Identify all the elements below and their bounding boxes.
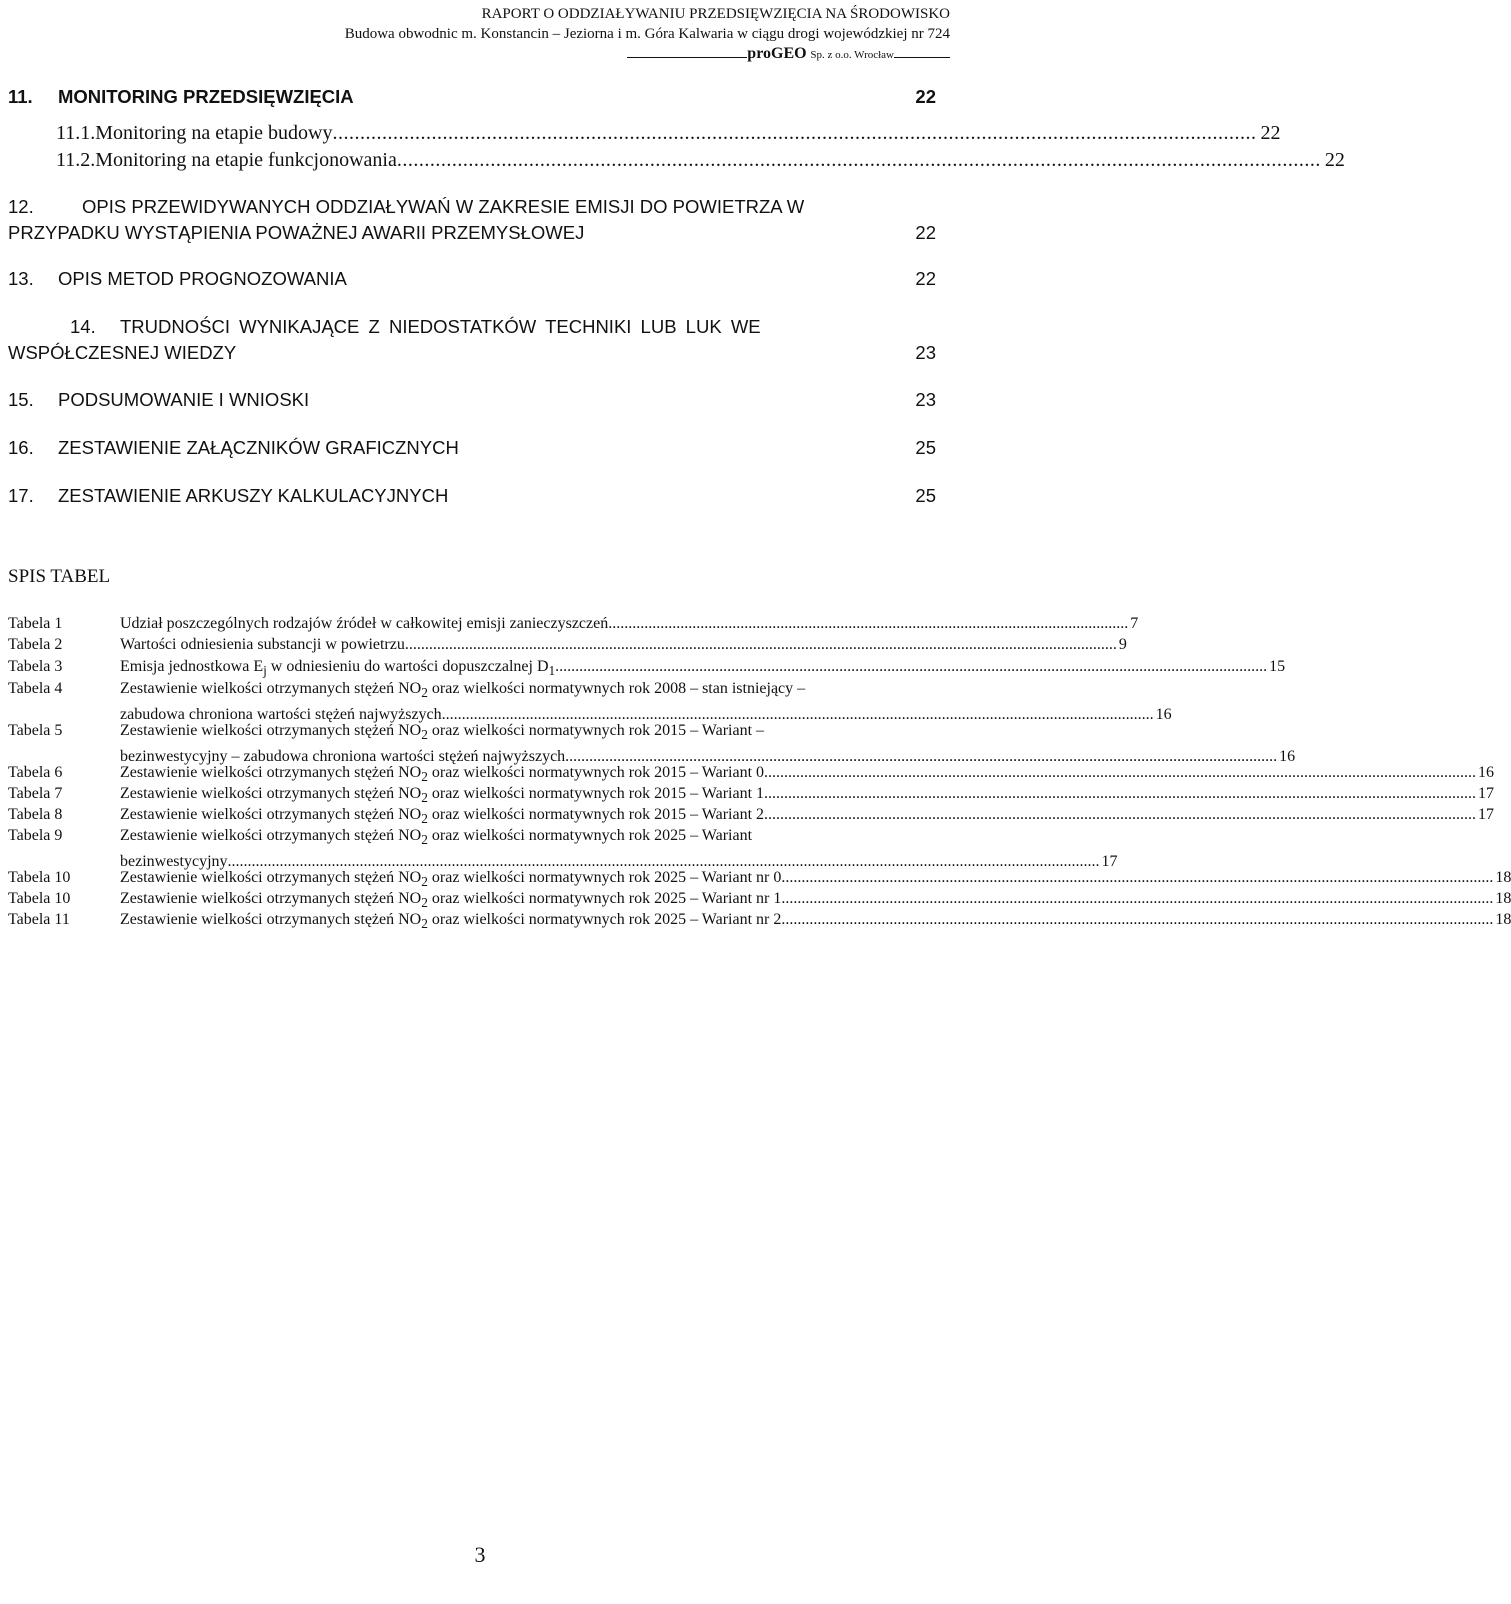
table-leader: .................................................................................................................................................................................. <box>764 806 1477 823</box>
header-company-sub: Sp. z o.o. Wrocław <box>810 49 894 61</box>
toc-page: 22 <box>915 268 936 289</box>
toc-number: 12. <box>8 196 34 217</box>
table-label: Tabela 2 <box>8 636 63 653</box>
table-label: Tabela 5 <box>8 722 63 739</box>
toc-entry-11[interactable] <box>8 86 936 108</box>
toc-title: MONITORING PRZEDSIĘWZIĘCIA <box>58 86 354 107</box>
table-caption: Zestawienie wielkości otrzymanych stężeń $NO_2$ oraz wielkości normatywnych rok 2015 – Wariant 2 <box>120 806 765 827</box>
toc-title-line-2: PRZYPADKU WYSTĄPIENIA POWAŻNEJ AWARII PRZEMYSŁOWEJ <box>8 222 585 243</box>
table-leader: .................................................................................................................................................................................. <box>764 764 1477 781</box>
table-caption: Udział poszczególnych rodzajów źródeł w całkowitej emisji zanieczyszczeń <box>120 615 609 632</box>
toc-entry-16[interactable] <box>8 437 936 459</box>
table-page: 18 <box>1495 869 1511 886</box>
toc-number: 11.2. <box>56 149 96 171</box>
table-page: 16 <box>1155 706 1172 724</box>
toc-title: ZESTAWIENIE ZAŁĄCZNIKÓW GRAFICZNYCH <box>58 437 459 458</box>
table-page: 9 <box>1118 636 1127 653</box>
table-caption: Emisja jednostkowa $E_j$ w odniesieniu do wartości dopuszczalnej $D_1$ <box>120 658 556 679</box>
table-caption: Zestawienie wielkości otrzymanych stężeń $NO_2$ oraz wielkości normatywnych rok 2015 – Wariant 1 <box>120 785 765 806</box>
toc-title-line-2: WSPÓŁCZESNEJ WIEDZY <box>8 342 237 363</box>
table-caption: Zestawienie wielkości otrzymanych stężeń $NO_2$ oraz wielkości normatywnych rok 2025 – Wariant nr 0 <box>120 869 782 890</box>
table-label: Tabela 8 <box>8 806 63 823</box>
toc-page: 25 <box>915 437 936 458</box>
table-caption: Zestawienie wielkości otrzymanych stężeń $NO_2$ oraz wielkości normatywnych rok 2025 – Wariant nr 2 <box>120 911 782 932</box>
toc-number: 15. <box>8 389 34 410</box>
header-rule-left <box>627 57 747 58</box>
table-leader: .................................................................................................................................................................................. <box>764 785 1477 802</box>
list-of-tables-heading: SPIS TABEL <box>8 566 111 587</box>
table-caption-line-1: Zestawienie wielkości otrzymanych stężeń $NO_2$ oraz wielkości normatywnych rok 2025 – Wariant <box>120 827 753 848</box>
table-caption-line-2: zabudowa chroniona wartości stężeń najwyższych <box>120 706 442 724</box>
toc-number: 16. <box>8 437 34 458</box>
toc-title: Monitoring na etapie budowy <box>95 122 333 144</box>
table-caption-line-1: Zestawienie wielkości otrzymanych stężeń $NO_2$ oraz wielkości normatywnych rok 2008 – stan istniejący – <box>120 680 806 701</box>
toc-entry-14[interactable] <box>70 316 936 338</box>
table-label: Tabela 11 <box>8 911 70 928</box>
toc-title: ZESTAWIENIE ARKUSZY KALKULACYJNYCH <box>58 485 449 506</box>
table-caption: Zestawienie wielkości otrzymanych stężeń $NO_2$ oraz wielkości normatywnych rok 2015 – Wariant 0 <box>120 764 765 785</box>
table-label: Tabela 10 <box>8 890 71 907</box>
table-page: 18 <box>1495 890 1511 907</box>
table-label: Tabela 7 <box>8 785 63 802</box>
toc-page: 23 <box>915 389 936 410</box>
table-leader: .................................................................................................................................................................................. <box>781 890 1494 907</box>
table-caption-line-1: Zestawienie wielkości otrzymanych stężeń $NO_2$ oraz wielkości normatywnych rok 2015 – Wariant – <box>120 722 765 743</box>
toc-number: 11. <box>8 86 33 107</box>
toc-entry-11-1[interactable] <box>56 122 1281 145</box>
toc-page: 22 <box>1324 149 1345 171</box>
header-company-line <box>345 44 950 65</box>
toc-entry-12-cont[interactable] <box>8 222 936 244</box>
table-leader: .................................................................................................................................. <box>608 615 1129 632</box>
table-leader: .................................................................................................................................................................................. <box>781 911 1494 928</box>
table-leader: .................................................................................................................................................................................. <box>555 658 1268 675</box>
table-page: 16 <box>1279 748 1296 766</box>
table-label: Tabela 6 <box>8 764 63 781</box>
toc-entry-15[interactable] <box>8 389 936 411</box>
table-caption: Zestawienie wielkości otrzymanych stężeń $NO_2$ oraz wielkości normatywnych rok 2025 – Wariant nr 1 <box>120 890 782 911</box>
toc-entry-17[interactable] <box>8 485 936 507</box>
table-leader: .................................................................................................................................................................................. <box>441 706 1154 724</box>
table-page: 17 <box>1101 853 1118 871</box>
table-leader: .................................................................................................................................................................................. <box>781 869 1494 886</box>
toc-title: PODSUMOWANIE I WNIOSKI <box>58 389 310 410</box>
table-page: 16 <box>1478 764 1495 781</box>
toc-title-line-1: TRUDNOŚCI WYNIKAJĄCE Z NIEDOSTATKÓW TECHNIKI LUB LUK WE <box>120 316 761 337</box>
toc-entry-13[interactable] <box>8 268 936 290</box>
toc-entry-11-2[interactable] <box>56 149 1345 172</box>
toc-leader: ........................................................................................................................................................................ <box>332 122 1257 144</box>
table-leader: .................................................................................................................................................................................. <box>565 748 1278 766</box>
table-label: Tabela 3 <box>8 658 63 675</box>
table-page: 7 <box>1130 615 1139 632</box>
toc-entry-14-cont[interactable] <box>8 342 936 364</box>
toc-page: 22 <box>1260 122 1281 144</box>
toc-leader: ........................................................................................................................................................................ <box>396 149 1321 171</box>
page-header <box>345 4 950 65</box>
table-caption: Wartości odniesienia substancji w powietrzu <box>120 636 405 653</box>
table-caption-line-2: bezinwestycyjny – zabudowa chroniona wartości stężeń najwyższych <box>120 748 566 766</box>
header-rule-right <box>894 57 950 58</box>
table-leader: .......................................................................................................................................................................................................................... <box>227 853 1100 871</box>
toc-page: 25 <box>915 485 936 506</box>
table-page: 17 <box>1478 806 1495 823</box>
table-label: Tabela 10 <box>8 869 71 886</box>
table-label: Tabela 9 <box>8 827 63 844</box>
table-leader: .................................................................................................................................................................................. <box>404 636 1117 653</box>
table-page: 17 <box>1478 785 1495 802</box>
header-project-title: Budowa obwodnic m. Konstancin – Jeziorna i m. Góra Kalwaria w ciągu drogi wojewódzkiej nr 724 <box>344 26 950 42</box>
table-label: Tabela 4 <box>8 680 63 697</box>
toc-number: 11.1. <box>56 122 96 144</box>
table-caption-line-2: bezinwestycyjny <box>120 853 228 871</box>
table-page: 15 <box>1269 658 1286 675</box>
toc-number: 13. <box>8 268 34 289</box>
table-page: 18 <box>1495 911 1511 928</box>
toc-number: 14. <box>70 316 96 337</box>
toc-number: 17. <box>8 485 34 506</box>
toc-page: 22 <box>915 86 936 107</box>
header-company-name: proGEO <box>747 45 807 62</box>
toc-entry-12[interactable] <box>8 196 936 218</box>
header-report-title: RAPORT O ODDZIAŁYWANIU PRZEDSIĘWZIĘCIA NA ŚRODOWISKO <box>481 6 950 22</box>
toc-title: Monitoring na etapie funkcjonowania <box>95 149 397 171</box>
page-number: 3 <box>474 1542 486 1567</box>
toc-title: OPIS METOD PROGNOZOWANIA <box>58 268 347 289</box>
table-label: Tabela 1 <box>8 615 63 632</box>
toc-title-line-1: OPIS PRZEWIDYWANYCH ODDZIAŁYWAŃ W ZAKRESIE EMISJI DO POWIETRZA W <box>82 196 805 217</box>
toc-page: 22 <box>915 222 936 243</box>
toc-page: 23 <box>915 342 936 363</box>
